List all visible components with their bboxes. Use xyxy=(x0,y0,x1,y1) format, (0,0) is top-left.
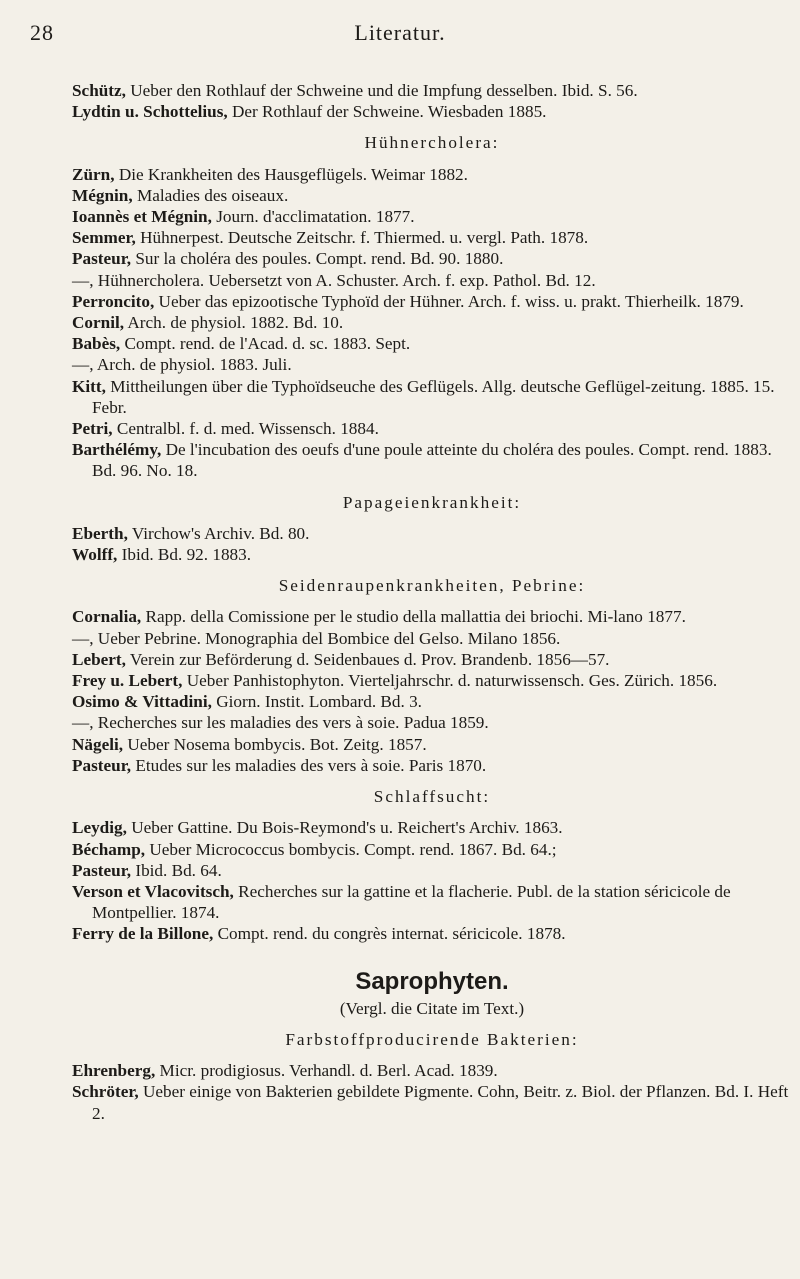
entry-author: Pasteur, xyxy=(72,755,132,775)
entry-text: Giorn. Instit. Lombard. Bd. 3. xyxy=(211,692,422,712)
entry-author: Zürn, xyxy=(72,164,115,184)
bibliography-entry xyxy=(72,817,792,838)
bibliography-entry xyxy=(72,860,792,881)
entry-text: Ueber Micrococcus bombycis. Compt. rend. 1867. Bd. 64.; xyxy=(145,839,557,859)
entry-author: Wolff, xyxy=(72,545,118,565)
entry-author: Mégnin, xyxy=(72,185,133,205)
bibliography-entry xyxy=(72,734,792,755)
section-note: (Vergl. die Citate im Text.) xyxy=(339,998,525,1018)
entry-text: Ibid. Bd. 92. 1883. xyxy=(117,545,252,565)
entry-text: Rapp. della Comissione per le studio della mallattia dei briochi. Mi-lano 1877. xyxy=(141,607,686,627)
bibliography-list xyxy=(72,80,792,1124)
entry-text: Micr. prodigiosus. Verhandl. d. Berl. Acad. 1839. xyxy=(155,1061,498,1081)
bibliography-entry xyxy=(72,755,792,776)
entry-author: Béchamp, xyxy=(72,839,146,859)
entry-text: Hühnerpest. Deutsche Zeitschr. f. Thiermed. u. vergl. Path. 1878. xyxy=(135,228,589,248)
entry-text: Ueber einige von Bakterien gebildete Pigmente. Cohn, Beitr. z. Biol. der Pflanzen. Bd. I. Heft 2. xyxy=(92,1082,789,1123)
entry-author: Eberth, xyxy=(72,523,128,543)
bibliography-entry xyxy=(72,839,792,860)
entry-author: Schütz, xyxy=(72,81,126,100)
bibliography-entry xyxy=(72,227,792,248)
entry-text: Ueber Panhistophyton. Vierteljahrschr. d. naturwissensch. Ges. Zürich. 1856. xyxy=(182,671,718,691)
entry-author: Barthélémy, xyxy=(72,440,162,460)
bibliography-entry xyxy=(72,80,792,101)
bibliography-entry xyxy=(72,312,792,333)
bibliography-entry xyxy=(72,439,792,481)
entry-author: Frey u. Lebert, xyxy=(72,671,183,691)
entry-author: Ioannès et Mégnin, xyxy=(72,207,212,227)
entry-text: Arch. de physiol. 1882. Bd. 10. xyxy=(124,313,344,333)
entry-author: Verson et Vlacovitsch, xyxy=(72,881,234,901)
entry-text: De l'incubation des oeufs d'une poule atteinte du choléra des poules. Compt. rend. 1883. Bd. 96. No. 18. xyxy=(92,440,772,481)
bibliography-entry xyxy=(72,354,792,375)
entry-author: Nägeli, xyxy=(72,734,124,754)
entry-group xyxy=(72,80,792,122)
bibliography-entry xyxy=(72,1081,792,1123)
bibliography-entry xyxy=(72,333,792,354)
entry-text: Ueber Nosema bombycis. Bot. Zeitg. 1857. xyxy=(123,734,427,754)
bibliography-entry xyxy=(72,544,792,565)
entry-author: Osimo & Vittadini, xyxy=(72,692,212,712)
bibliography-entry xyxy=(72,185,792,206)
section-title: Saprophyten. xyxy=(355,967,509,995)
entry-text: Centralbl. f. d. med. Wissensch. 1884. xyxy=(112,419,379,439)
bibliography-entry xyxy=(72,291,792,312)
section-heading: Papageienkrankheit: xyxy=(342,492,522,512)
entry-text: Virchow's Archiv. Bd. 80. xyxy=(127,523,310,543)
section-heading: Hühnercholera: xyxy=(364,133,500,153)
bibliography-entry xyxy=(72,628,792,649)
entry-author: Pasteur, xyxy=(72,860,132,880)
entry-group xyxy=(72,523,792,565)
entry-author: Lebert, xyxy=(72,649,126,669)
page-number: 28 xyxy=(30,20,54,45)
running-title: Literatur. xyxy=(354,20,446,45)
bibliography-entry xyxy=(72,923,792,944)
entry-author: Cornalia, xyxy=(72,607,142,627)
entry-group xyxy=(72,817,792,944)
bibliography-entry xyxy=(72,101,792,122)
entry-author: Petri, xyxy=(72,419,113,439)
entry-text: Ibid. Bd. 64. xyxy=(131,860,222,880)
bibliography-entry xyxy=(72,248,792,269)
entry-text: Compt. rend. de l'Acad. d. sc. 1883. Sept. xyxy=(120,334,411,354)
entry-text: Ueber den Rothlauf der Schweine und die Impfung desselben. Ibid. S. 56. xyxy=(125,81,638,100)
section-heading: Seidenraupenkrankheiten, Pebrine: xyxy=(278,576,586,596)
entry-text: Compt. rend. du congrès internat. séricicole. 1878. xyxy=(213,924,566,944)
section-heading: Farbstoffproducirende Bakterien: xyxy=(285,1029,579,1049)
entry-author: Babès, xyxy=(72,334,121,354)
bibliography-entry xyxy=(72,670,792,691)
entry-author: Ehrenberg, xyxy=(72,1061,156,1081)
bibliography-entry xyxy=(72,523,792,544)
entry-text: Der Rothlauf der Schweine. Wiesbaden 1885. xyxy=(227,102,547,122)
entry-text: Die Krankheiten des Hausgeflügels. Weimar 1882. xyxy=(114,164,468,184)
entry-text: Verein zur Beförderung d. Seidenbaues d. Prov. Brandenb. 1856—57. xyxy=(125,649,610,669)
entry-text: Ueber das epizootische Typhoïd der Hühner. Arch. f. wiss. u. prakt. Thierheilk. 1879. xyxy=(154,291,744,311)
bibliography-entry xyxy=(72,606,792,627)
entry-author: Ferry de la Billone, xyxy=(72,924,214,944)
bibliography-entry xyxy=(72,1060,792,1081)
bibliography-entry xyxy=(72,164,792,185)
entry-text: Maladies des oiseaux. xyxy=(132,185,289,205)
entry-author: Semmer, xyxy=(72,228,136,248)
entry-author: Leydig, xyxy=(72,818,127,838)
entry-text: Mittheilungen über die Typhoïdseuche des Geflügels. Allg. deutsche Geflügel-zeitung. 1885. 15. Febr. xyxy=(92,376,775,417)
entry-author: Lydtin u. Schottelius, xyxy=(72,102,228,122)
entry-text: —, Recherches sur les maladies des vers à soie. Padua 1859. xyxy=(72,713,489,733)
bibliography-entry xyxy=(72,712,792,733)
entry-text: —, Arch. de physiol. 1883. Juli. xyxy=(72,355,292,375)
page-header xyxy=(0,20,800,50)
entry-text: Journ. d'acclimatation. 1877. xyxy=(211,207,415,227)
bibliography-entry xyxy=(72,418,792,439)
entry-text: —, Hühnercholera. Uebersetzt von A. Schuster. Arch. f. exp. Pathol. Bd. 12. xyxy=(72,270,596,290)
entry-text: —, Ueber Pebrine. Monographia del Bombice del Gelso. Milano 1856. xyxy=(72,628,561,648)
entry-group xyxy=(72,1060,792,1124)
bibliography-entry xyxy=(72,376,792,418)
entry-author: Schröter, xyxy=(72,1082,139,1102)
entry-author: Pasteur, xyxy=(72,249,132,269)
bibliography-entry xyxy=(72,881,792,923)
bibliography-entry xyxy=(72,691,792,712)
entry-author: Cornil, xyxy=(72,313,125,333)
bibliography-entry xyxy=(72,270,792,291)
entry-group xyxy=(72,606,792,776)
entry-text: Recherches sur la gattine et la flacherie. Publ. de la station séricicole de Montpellier. 1874. xyxy=(92,881,731,923)
bibliography-entry xyxy=(72,206,792,227)
entry-author: Perroncito, xyxy=(72,291,155,311)
entry-text: Sur la choléra des poules. Compt. rend. Bd. 90. 1880. xyxy=(131,249,504,269)
entry-author: Kitt, xyxy=(72,376,106,396)
section-heading: Schlaffsucht: xyxy=(373,787,491,807)
entry-text: Ueber Gattine. Du Bois-Reymond's u. Reichert's Archiv. 1863. xyxy=(126,818,563,838)
entry-text: Etudes sur les maladies des vers à soie. Paris 1870. xyxy=(131,755,487,775)
entry-group xyxy=(72,164,792,482)
bibliography-entry xyxy=(72,649,792,670)
